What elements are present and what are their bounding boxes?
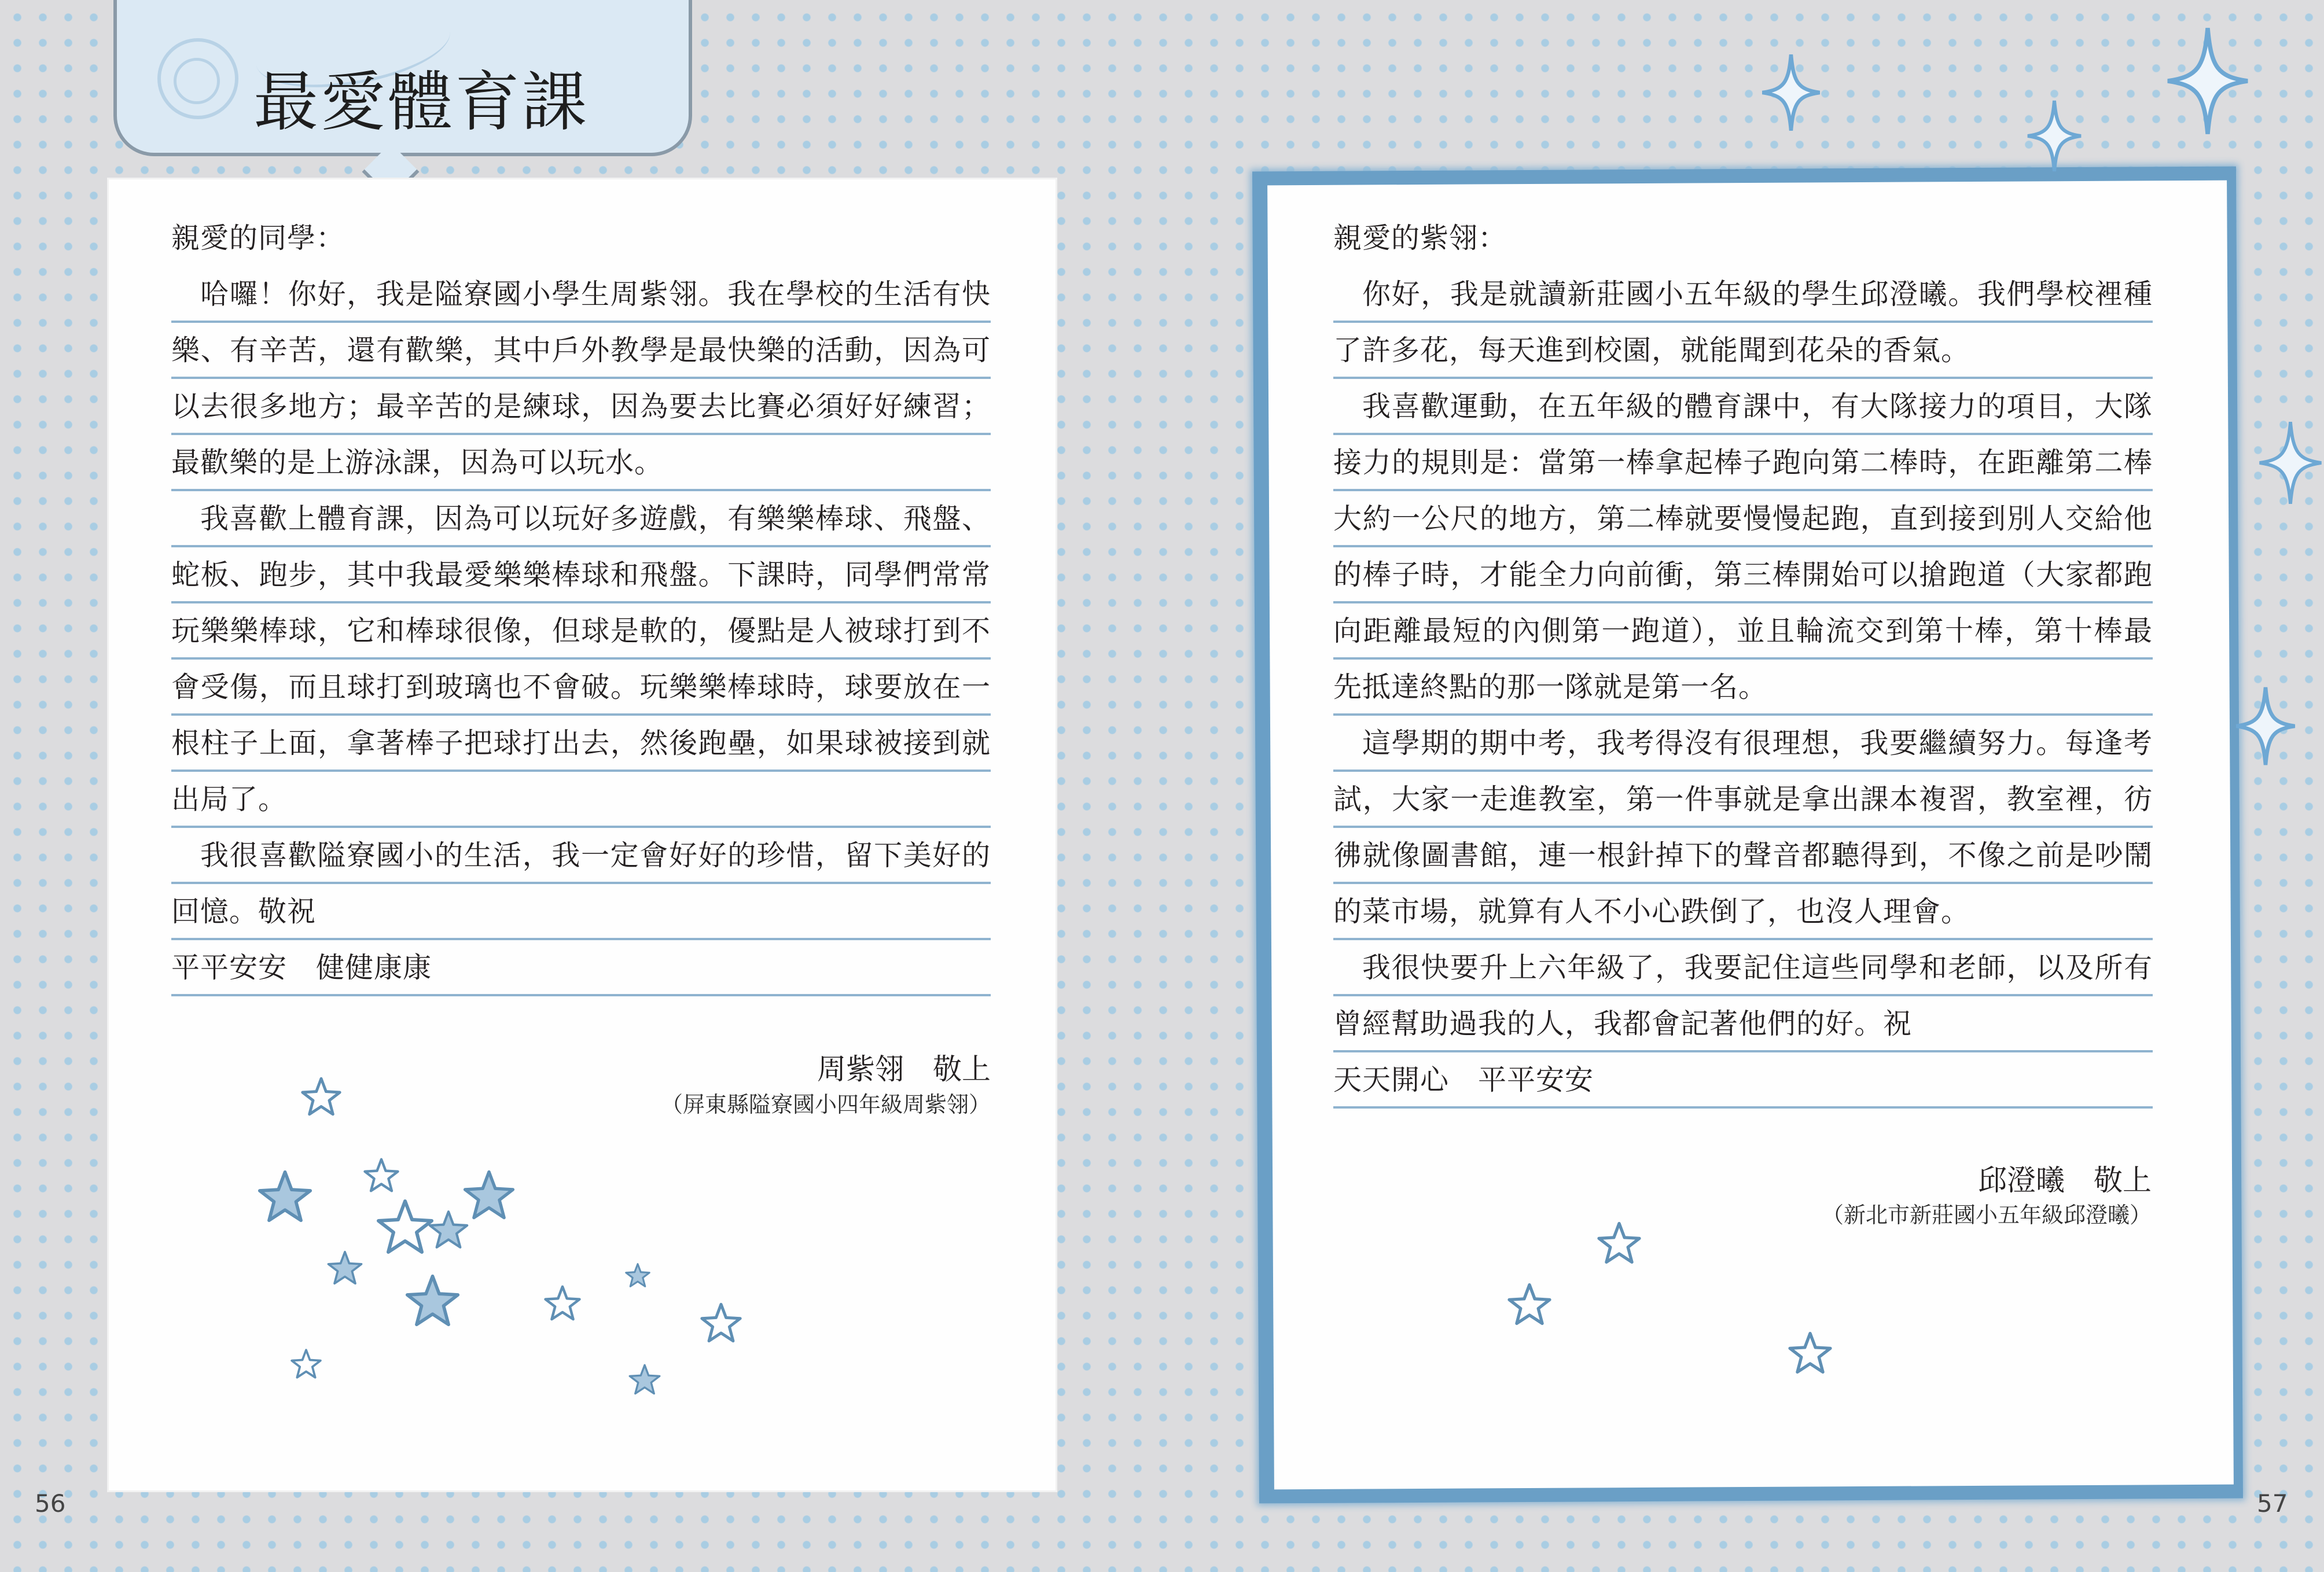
letter-line: 大約一公尺的地方，第二棒就要慢慢起跑，直到接到別人交給他 <box>1333 491 2153 547</box>
right-signature-detail: （新北市新莊國小五年級邱澄曦） <box>1821 1202 2152 1228</box>
postmark-stamp-inner-icon <box>174 58 220 104</box>
letter-line: 玩樂樂棒球，它和棒球很像，但球是軟的，優點是人被球打到不 <box>171 603 991 660</box>
sketched-star-icon <box>290 1348 322 1379</box>
left-letter <box>171 211 991 996</box>
letter-line: 根柱子上面，拿著棒子把球打出去，然後跑壘，如果球被接到就 <box>171 716 991 772</box>
letter-line: 樂、有辛苦，還有歡樂，其中戶外教學是最快樂的活動，因為可 <box>171 323 991 379</box>
letter-line: 最歡樂的是上游泳課，因為可以玩水。 <box>171 435 991 491</box>
sketched-star-icon <box>1597 1221 1641 1265</box>
letter-closing: 平平安安 健健康康 <box>171 940 991 996</box>
sparkle-icon <box>2257 405 2324 521</box>
right-signature: 邱澄曦 敬上 <box>1978 1164 2152 1197</box>
letter-line: 我很喜歡隘寮國小的生活，我一定會好好的珍惜，留下美好的 <box>171 828 991 884</box>
letter-line: 哈囉！你好，我是隘寮國小學生周紫翎。我在學校的生活有快 <box>171 267 991 323</box>
letter-line: 蛇板、跑步，其中我最愛樂樂棒球和飛盤。下課時，同學們常常 <box>171 547 991 603</box>
letter-line: 了許多花，每天進到校園，就能聞到花朵的香氣。 <box>1333 323 2153 379</box>
letter-line: 我喜歡運動，在五年級的體育課中，有大隊接力的項目，大隊 <box>1333 379 2153 435</box>
right-page-number: 57 <box>2257 1489 2288 1518</box>
letter-line: 曾經幫助過我的人，我都會記著他們的好。祝 <box>1333 996 2153 1052</box>
sketched-star-icon <box>1507 1282 1551 1326</box>
sketched-star-icon <box>376 1198 434 1256</box>
letter-line: 回憶。敬祝 <box>171 884 991 940</box>
right-letter <box>1333 211 2153 1109</box>
sketched-star-icon <box>544 1284 581 1321</box>
sketched-star-icon <box>301 1076 341 1117</box>
letter-closing: 天天開心 平平安安 <box>1333 1052 2153 1109</box>
letter-line: 會受傷，而且球打到玻璃也不會破。玩樂樂棒球時，球要放在一 <box>171 660 991 716</box>
letter-line: 以去很多地方；最辛苦的是練球，因為要去比賽必須好好練習； <box>171 379 991 435</box>
sketched-star-icon <box>327 1250 363 1286</box>
sketched-star-icon <box>428 1209 469 1250</box>
left-signature-detail: （屏東縣隘寮國小四年級周紫翎） <box>660 1092 991 1117</box>
letter-line: 的棒子時，才能全力向前衝，第三棒開始可以搶跑道（大家都跑 <box>1333 547 2153 603</box>
sketched-star-icon <box>258 1169 312 1224</box>
page-title: 最愛體育課 <box>253 65 589 140</box>
left-signature: 周紫翎 敬上 <box>817 1052 991 1086</box>
sketched-star-icon <box>628 1363 661 1396</box>
sparkle-icon <box>2234 683 2297 770</box>
left-page-number: 56 <box>35 1489 66 1518</box>
sketched-star-icon <box>625 1262 650 1288</box>
sketched-star-icon <box>1788 1331 1832 1375</box>
sketched-star-icon <box>463 1169 515 1221</box>
letter-line: 彿就像圖書館，連一根針掉下的聲音都聽得到，不像之前是吵鬧 <box>1333 828 2153 884</box>
sparkle-icon <box>1759 52 1823 133</box>
letter-line: 的菜市場，就算有人不小心跌倒了，也沒人理會。 <box>1333 884 2153 940</box>
sparkle-icon <box>2164 23 2251 139</box>
sparkle-icon <box>2025 98 2083 174</box>
letter-line: 試，大家一走進教室，第一件事就是拿出課本複習，教室裡，彷 <box>1333 772 2153 828</box>
letter-salutation: 親愛的紫翎： <box>1333 222 1507 255</box>
sketched-star-icon <box>363 1157 399 1193</box>
letter-line: 向距離最短的內側第一跑道），並且輪流交到第十棒，第十棒最 <box>1333 603 2153 660</box>
letter-line: 先抵達終點的那一隊就是第一名。 <box>1333 660 2153 716</box>
letter-line: 我喜歡上體育課，因為可以玩好多遊戲，有樂樂棒球、飛盤、 <box>171 491 991 547</box>
letter-salutation: 親愛的同學： <box>171 222 345 255</box>
sketched-star-icon <box>700 1302 742 1343</box>
letter-line: 這學期的期中考，我考得沒有很理想，我要繼續努力。每逢考 <box>1333 716 2153 772</box>
sketched-star-icon <box>405 1273 460 1328</box>
letter-line: 我很快要升上六年級了，我要記住這些同學和老師，以及所有 <box>1333 940 2153 996</box>
letter-line: 出局了。 <box>171 772 991 828</box>
letter-line: 你好，我是就讀新莊國小五年級的學生邱澄曦。我們學校裡種 <box>1333 267 2153 323</box>
letter-line: 接力的規則是：當第一棒拿起棒子跑向第二棒時，在距離第二棒 <box>1333 435 2153 491</box>
